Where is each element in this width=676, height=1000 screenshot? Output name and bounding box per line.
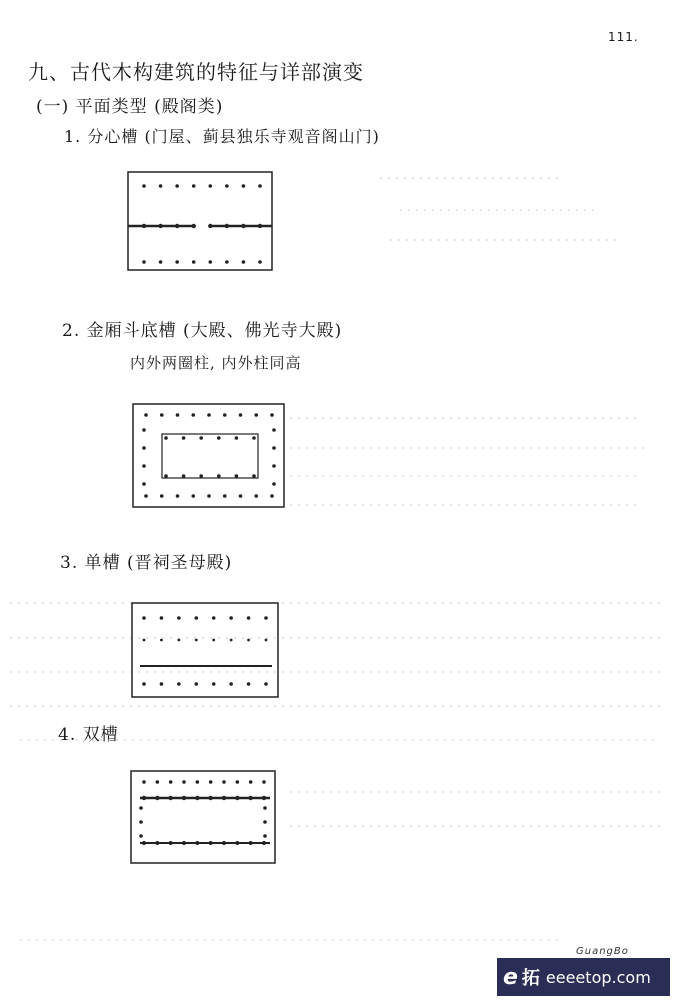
column-dot [155,841,159,845]
column-dot [177,639,180,642]
column-dot [229,682,233,686]
column-dot [208,224,212,228]
column-dot [169,780,173,784]
column-dot [239,413,243,417]
column-dot [252,436,256,440]
page-heading: 九、古代木构建筑的特征与详部演变 [28,60,364,84]
column-dot [160,616,164,620]
column-dot [225,184,229,188]
column-dot [175,260,179,264]
column-dot [199,474,203,478]
column-dot [142,224,146,228]
column-dot [139,834,143,838]
column-dot [164,436,168,440]
column-dot [212,616,216,620]
column-dot [191,413,195,417]
column-dot [223,413,227,417]
column-dot [143,639,146,642]
column-dot [142,428,146,432]
column-dot [142,780,146,784]
column-dot [175,224,179,228]
column-dot [142,841,146,845]
column-dot [182,841,186,845]
column-dot [182,436,186,440]
column-dot [217,436,221,440]
column-dot [262,796,266,800]
column-dot [194,616,198,620]
column-dot [222,780,226,784]
column-dot [265,639,268,642]
column-dot [142,260,146,264]
type-2-note: 内外两圈柱, 内外柱同高 [130,354,302,372]
column-dot [160,639,163,642]
column-dot [195,796,199,800]
column-dot [235,474,239,478]
column-dot [207,413,211,417]
column-dot [142,796,146,800]
column-dot [192,260,196,264]
column-dot [182,474,186,478]
column-dot [249,780,253,784]
column-dot [242,184,246,188]
column-dot [191,494,195,498]
plan-4-shuang-cao [131,771,275,863]
column-dot [263,806,267,810]
type-2-label: 2. 金厢斗底槽 (大殿、佛光寺大殿) [62,321,343,341]
column-dot [160,682,164,686]
column-dot [258,224,262,228]
column-dot [212,639,215,642]
column-dot [263,834,267,838]
column-dot [223,494,227,498]
column-dot [252,474,256,478]
column-dot [144,494,148,498]
column-dot [168,796,172,800]
column-dot [222,796,226,800]
column-dot [142,482,146,486]
column-dot [169,841,173,845]
column-dot [160,494,164,498]
column-dot [247,682,251,686]
column-dot [159,260,163,264]
column-dot [177,682,181,686]
column-dot [195,841,199,845]
column-dot [248,796,252,800]
column-dot [194,682,198,686]
column-dot [160,413,164,417]
column-dot [258,260,262,264]
column-dot [225,224,229,228]
column-dot [247,616,251,620]
column-dot [272,482,276,486]
watermark-chinese: 拓 [521,968,540,989]
column-dot [158,224,162,228]
column-dot [208,260,212,264]
column-dot [209,841,213,845]
column-dot [144,413,148,417]
column-dot [192,224,196,228]
column-dot [225,260,229,264]
page-number: 111. [608,30,639,44]
plan-2-jinxiang-doudi-cao [133,404,284,507]
column-dot [235,796,239,800]
column-dot [159,184,163,188]
column-dot [209,780,213,784]
column-dot [212,682,216,686]
type-4-label: 4. 双槽 [58,725,119,745]
column-dot [262,780,266,784]
column-dot [176,494,180,498]
column-dot [217,474,221,478]
column-dot [207,494,211,498]
column-dot [164,474,168,478]
column-dot [270,494,274,498]
column-dot [177,616,181,620]
watermark-badge [497,958,670,996]
column-dot [235,436,239,440]
column-dot [142,446,146,450]
column-dot [192,184,196,188]
column-dot [272,464,276,468]
column-dot [254,413,258,417]
column-dot [175,184,179,188]
column-dot [139,820,143,824]
column-dot [239,494,243,498]
type-1-label: 1. 分心槽 (门屋、蓟县独乐寺观音阁山门) [64,127,380,146]
column-dot [258,184,262,188]
column-dot [242,260,246,264]
author-signature: GuangBo [576,946,629,957]
watermark-domain: eeeetop.com [545,967,651,987]
column-dot [264,616,268,620]
column-dot [241,224,245,228]
plan-1-fenxin-cao [128,172,272,270]
column-dot [195,639,198,642]
column-dot [222,841,226,845]
column-dot [155,796,159,800]
column-dot [182,796,186,800]
section-subheading: (一) 平面类型 (殿阁类) [36,97,224,117]
column-dot [139,806,143,810]
column-dot [263,820,267,824]
column-dot [142,184,146,188]
column-dot [230,639,233,642]
column-dot [249,841,253,845]
column-dot [264,682,268,686]
column-dot [272,446,276,450]
column-dot [208,184,212,188]
column-dot [247,639,250,642]
column-dot [142,464,146,468]
type-3-label: 3. 单槽 (晋祠圣母殿) [60,553,233,573]
column-dot [208,796,212,800]
column-dot [196,780,200,784]
column-dot [229,616,233,620]
column-dot [254,494,258,498]
column-dot [199,436,203,440]
column-dot [142,682,146,686]
ruled-lines [10,178,660,940]
column-dot [270,413,274,417]
column-dot [176,413,180,417]
column-dot [235,841,239,845]
plan-3-dan-cao [132,603,278,697]
column-dot [272,428,276,432]
column-dot [236,780,240,784]
column-dot [156,780,160,784]
watermark-logo: e [503,964,518,990]
column-dot [182,780,186,784]
column-dot [142,616,146,620]
column-dot [262,841,266,845]
